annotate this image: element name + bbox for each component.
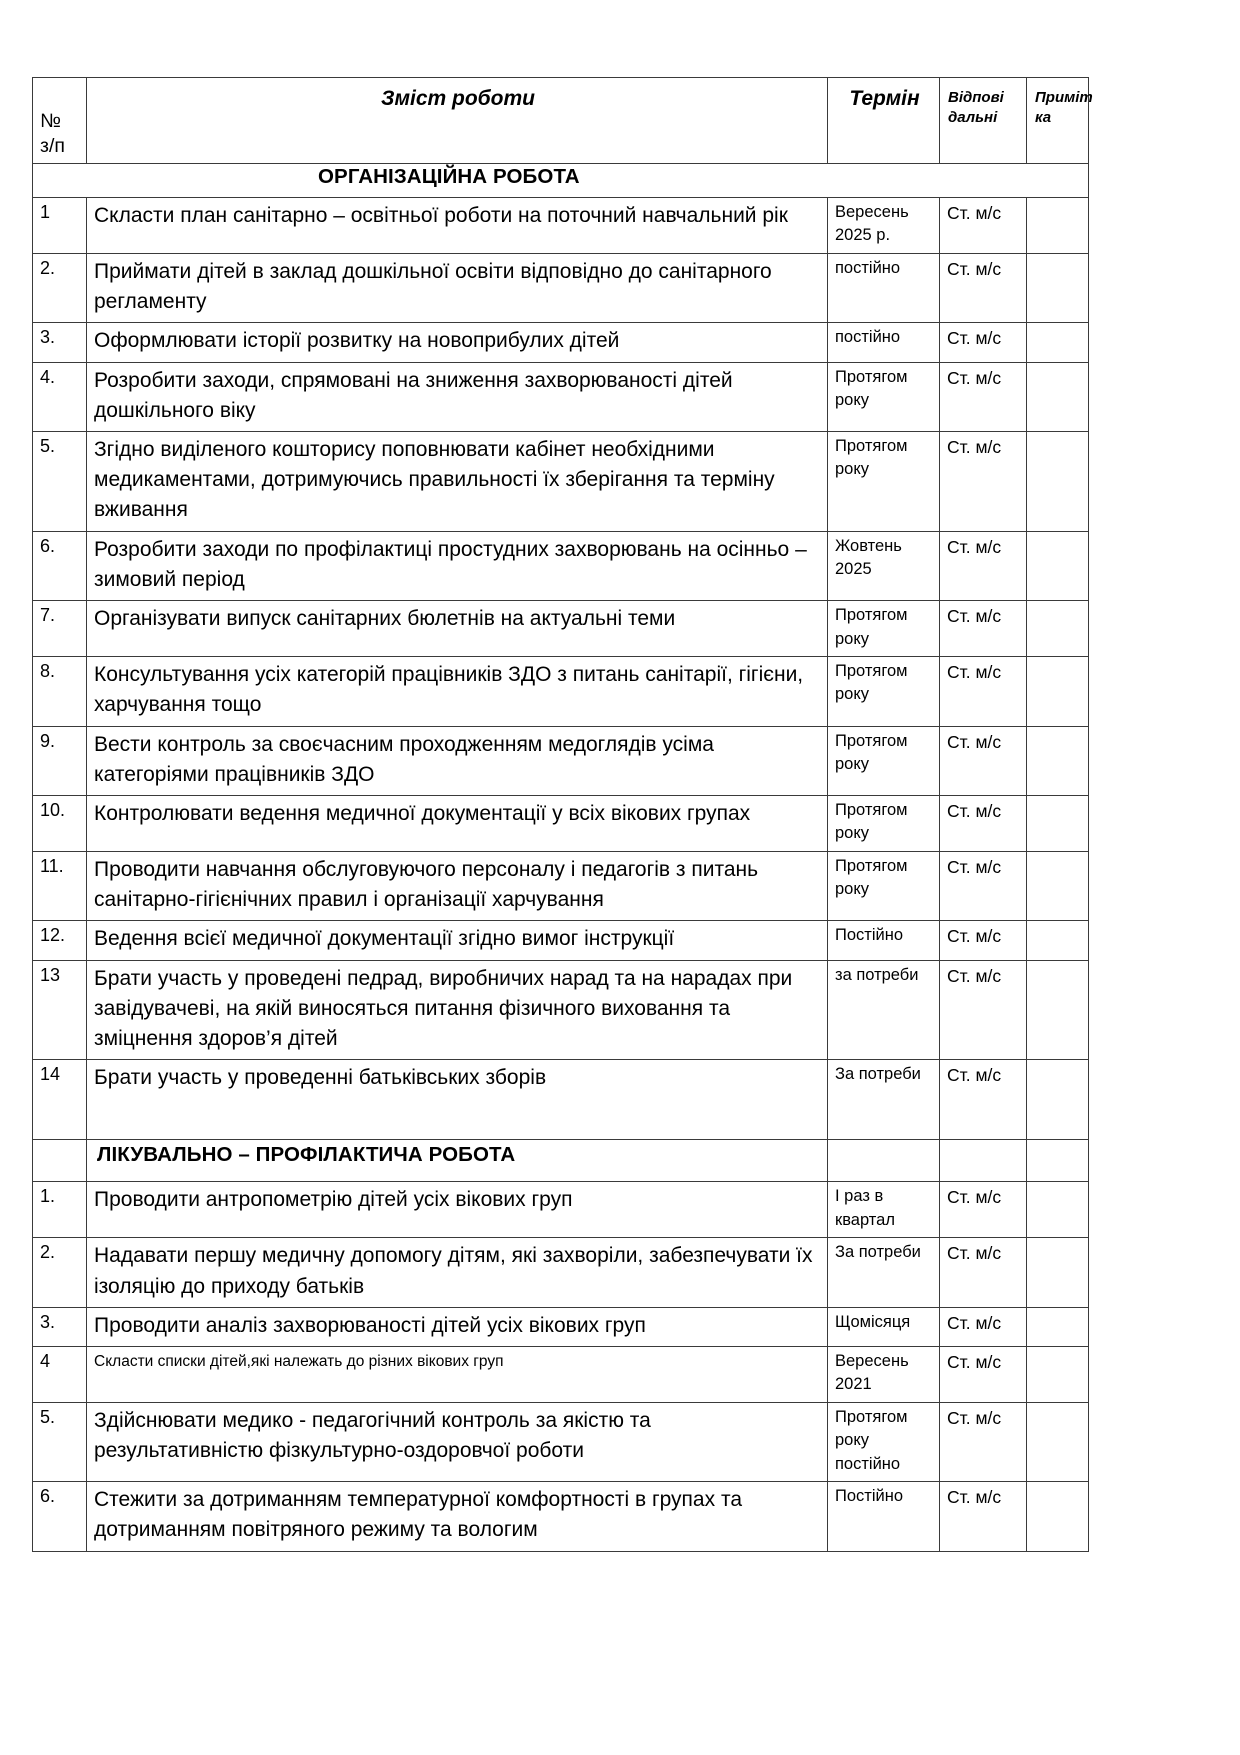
row-content: Розробити заходи, спрямовані на зниження захворюваності дітей дошкільного віку	[87, 362, 828, 431]
row-term: Протягом року	[828, 432, 940, 532]
row-content: Проводити аналіз захворюваності дітей усіх вікових груп	[87, 1307, 828, 1346]
row-note	[1027, 531, 1089, 600]
row-responsible: Ст. м/с	[940, 726, 1027, 795]
row-number: 9.	[33, 726, 87, 795]
column-header-note: Приміт ка	[1027, 78, 1089, 164]
table-row	[33, 531, 1089, 600]
column-header-content: Зміст роботи	[87, 78, 828, 164]
row-responsible: Ст. м/с	[940, 323, 1027, 362]
row-term: Протягом року	[828, 795, 940, 851]
row-term: Жовтень 2025	[828, 531, 940, 600]
table-row	[33, 1238, 1089, 1307]
row-number: 5.	[33, 432, 87, 532]
row-term: постійно	[828, 323, 940, 362]
row-term: Постійно	[828, 1482, 940, 1551]
row-note	[1027, 851, 1089, 920]
row-content: Надавати першу медичну допомогу дітям, які захворіли, забезпечувати їх ізоляцію до приходу батьків	[87, 1238, 828, 1307]
row-note	[1027, 253, 1089, 322]
row-note	[1027, 657, 1089, 726]
row-responsible: Ст. м/с	[940, 1482, 1027, 1551]
row-note	[1027, 1060, 1089, 1140]
row-note	[1027, 1402, 1089, 1481]
row-content: Стежити за дотриманням температурної комфортності в групах та дотриманням повітряного режиму та вологим	[87, 1482, 828, 1551]
row-responsible: Ст. м/с	[940, 851, 1027, 920]
row-note	[1027, 362, 1089, 431]
row-note	[1027, 1347, 1089, 1403]
row-number: 2.	[33, 253, 87, 322]
table-row	[33, 960, 1089, 1060]
row-term: І раз в квартал	[828, 1182, 940, 1238]
row-responsible: Ст. м/с	[940, 960, 1027, 1060]
row-responsible: Ст. м/с	[940, 253, 1027, 322]
row-responsible: Ст. м/с	[940, 198, 1027, 254]
table-row	[33, 323, 1089, 362]
row-term: За потреби	[828, 1238, 940, 1307]
row-content: Брати участь у проведені педрад, виробничих нарад та на нарадах при завідувачеві, на якій виносяться питання фізичного виховання та зміцнення здоров’я дітей	[87, 960, 828, 1060]
table-row	[33, 1307, 1089, 1346]
row-term: За потреби	[828, 1060, 940, 1140]
row-responsible: Ст. м/с	[940, 795, 1027, 851]
section-number-cell	[33, 1140, 87, 1182]
row-number: 6.	[33, 531, 87, 600]
row-term: Щомісяця	[828, 1307, 940, 1346]
row-content: Приймати дітей в заклад дошкільної освіти відповідно до санітарного регламенту	[87, 253, 828, 322]
row-term: Протягом року	[828, 851, 940, 920]
row-term: Вересень 2021	[828, 1347, 940, 1403]
table-row	[33, 1482, 1089, 1551]
row-number: 4	[33, 1347, 87, 1403]
row-number: 3.	[33, 323, 87, 362]
row-note	[1027, 601, 1089, 657]
table-row	[33, 1347, 1089, 1403]
section-header-row	[33, 1140, 1089, 1182]
row-note	[1027, 1238, 1089, 1307]
row-content: Консультування усіх категорій працівників ЗДО з питань санітарії, гігієни, харчування тощо	[87, 657, 828, 726]
table-row	[33, 198, 1089, 254]
table-row	[33, 795, 1089, 851]
row-responsible: Ст. м/с	[940, 531, 1027, 600]
table-row	[33, 1182, 1089, 1238]
row-note	[1027, 960, 1089, 1060]
row-number: 4.	[33, 362, 87, 431]
table-row	[33, 851, 1089, 920]
row-responsible: Ст. м/с	[940, 1060, 1027, 1140]
section-term-cell	[828, 1140, 940, 1182]
row-number: 1	[33, 198, 87, 254]
row-term: Протягом року	[828, 726, 940, 795]
row-number: 13	[33, 960, 87, 1060]
row-responsible: Ст. м/с	[940, 657, 1027, 726]
row-note	[1027, 726, 1089, 795]
row-number: 12.	[33, 921, 87, 960]
table-header-row	[33, 78, 1089, 164]
row-content: Вести контроль за своєчасним проходженням медоглядів усіма категоріями працівників ЗДО	[87, 726, 828, 795]
work-plan-table	[32, 77, 1093, 1552]
row-term: за потреби	[828, 960, 940, 1060]
row-content: Брати участь у проведенні батьківських зборів	[87, 1060, 828, 1140]
row-number: 1.	[33, 1182, 87, 1238]
row-note	[1027, 1482, 1089, 1551]
row-number: 7.	[33, 601, 87, 657]
row-note	[1027, 198, 1089, 254]
section-title-cell	[87, 1140, 828, 1182]
row-responsible: Ст. м/с	[940, 1347, 1027, 1403]
row-term: Протягом року	[828, 601, 940, 657]
row-responsible: Ст. м/с	[940, 1182, 1027, 1238]
section-header-row	[33, 164, 1089, 198]
row-content: Згідно виділеного кошторису поповнювати кабінет необхідними медикаментами, дотримуючись правильності їх зберігання та терміну вживання	[87, 432, 828, 532]
row-content: Здійснювати медико - педагогічний контроль за якістю та результативністю фізкультурно-оздоровчої роботи	[87, 1402, 828, 1481]
row-term: Протягом року постійно	[828, 1402, 940, 1481]
table-row	[33, 362, 1089, 431]
row-term: Протягом року	[828, 657, 940, 726]
row-responsible: Ст. м/с	[940, 1238, 1027, 1307]
table-row	[33, 1060, 1089, 1140]
row-responsible: Ст. м/с	[940, 921, 1027, 960]
row-content: Оформлювати історії розвитку на новоприбулих дітей	[87, 323, 828, 362]
table-row	[33, 657, 1089, 726]
row-content: Ведення всієї медичної документації згідно вимог інструкції	[87, 921, 828, 960]
row-responsible: Ст. м/с	[940, 1402, 1027, 1481]
row-number: 11.	[33, 851, 87, 920]
table-row	[33, 1402, 1089, 1481]
row-number: 10.	[33, 795, 87, 851]
row-number: 3.	[33, 1307, 87, 1346]
section-title: ОРГАНІЗАЦІЙНА РОБОТА	[318, 165, 580, 188]
section-title-cell	[33, 164, 1089, 198]
row-content: Проводити навчання обслуговуючого персоналу і педагогів з питань санітарно-гігієнічних правил і організації харчування	[87, 851, 828, 920]
column-header-responsible: Відпові дальні	[940, 78, 1027, 164]
row-number: 2.	[33, 1238, 87, 1307]
row-number: 14	[33, 1060, 87, 1140]
section-title: ЛІКУВАЛЬНО – ПРОФІЛАКТИЧА РОБОТА	[97, 1143, 516, 1167]
row-term: Протягом року	[828, 362, 940, 431]
row-content: Розробити заходи по профілактиці простудних захворювань на осінньо – зимовий період	[87, 531, 828, 600]
table-row	[33, 432, 1089, 532]
row-responsible: Ст. м/с	[940, 432, 1027, 532]
section-responsible-cell	[940, 1140, 1027, 1182]
table-row	[33, 601, 1089, 657]
row-content: Організувати випуск санітарних бюлетнів на актуальні теми	[87, 601, 828, 657]
work-plan-table-body	[33, 78, 1093, 1552]
row-number: 5.	[33, 1402, 87, 1481]
row-content: Проводити антропометрію дітей усіх вікових груп	[87, 1182, 828, 1238]
row-term: Вересень 2025 р.	[828, 198, 940, 254]
row-note	[1027, 432, 1089, 532]
row-note	[1027, 323, 1089, 362]
row-content: Скласти план санітарно – освітньої роботи на поточний навчальний рік	[87, 198, 828, 254]
row-number: 6.	[33, 1482, 87, 1551]
table-row	[33, 253, 1089, 322]
column-header-number: № з/п	[33, 78, 87, 164]
column-header-term: Термін	[828, 78, 940, 164]
table-row	[33, 726, 1089, 795]
row-content: Контролювати ведення медичної документації у всіх вікових групах	[87, 795, 828, 851]
row-number: 8.	[33, 657, 87, 726]
row-content: Скласти списки дітей,які належать до різних вікових груп	[87, 1347, 828, 1403]
section-note-cell	[1027, 1140, 1089, 1182]
row-term: Постійно	[828, 921, 940, 960]
row-term: постійно	[828, 253, 940, 322]
row-responsible: Ст. м/с	[940, 1307, 1027, 1346]
row-note	[1027, 1182, 1089, 1238]
row-note	[1027, 795, 1089, 851]
row-responsible: Ст. м/с	[940, 362, 1027, 431]
row-responsible: Ст. м/с	[940, 601, 1027, 657]
row-note	[1027, 921, 1089, 960]
table-row	[33, 921, 1089, 960]
row-note	[1027, 1307, 1089, 1346]
